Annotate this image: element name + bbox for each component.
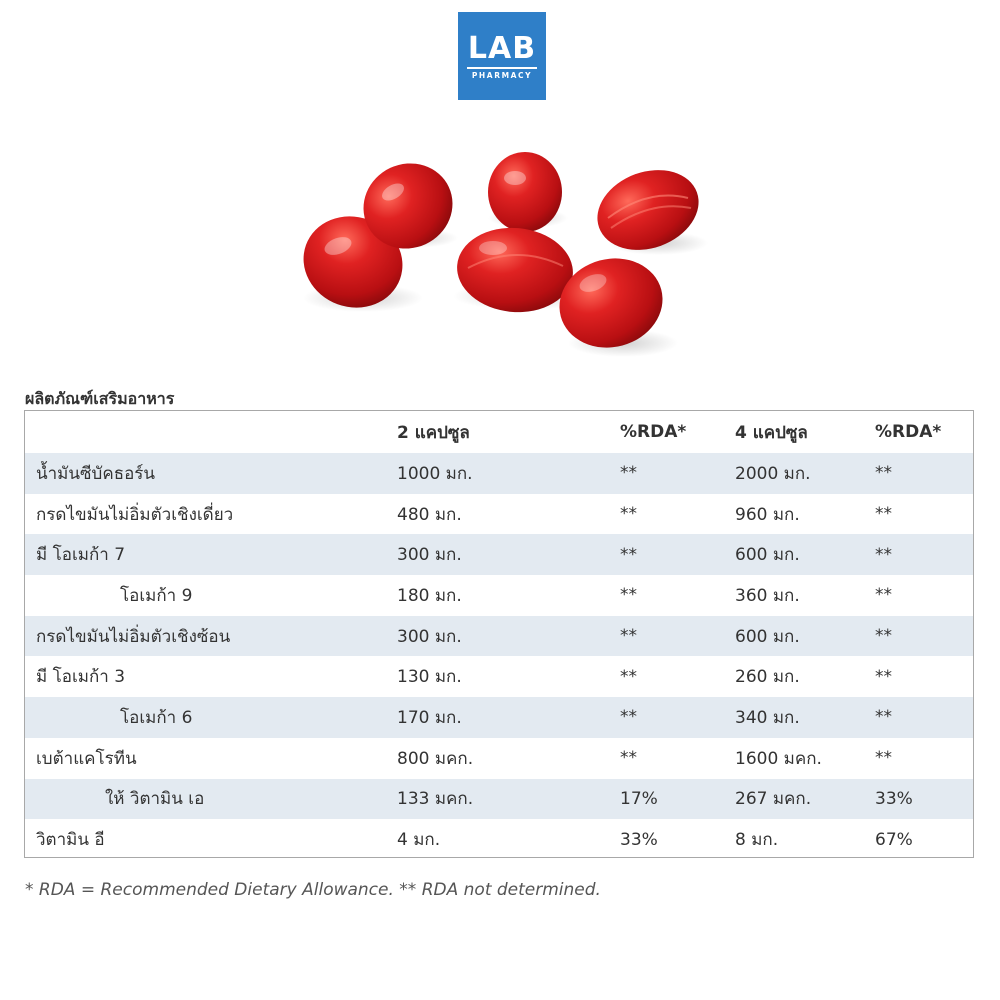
footnote: * RDA = Recommended Dietary Allowance. ** RDA not determined.	[25, 880, 601, 900]
nutrition-table	[24, 410, 974, 858]
rda-2-capsules: **	[620, 585, 637, 606]
logo-divider	[467, 67, 537, 69]
amount-2-capsules: 130 มก.	[397, 667, 462, 688]
rda-2-capsules: **	[620, 504, 637, 525]
amount-2-capsules: 170 มก.	[397, 697, 620, 738]
rda-4-capsules: **	[875, 748, 892, 769]
rda-2-capsules: **	[620, 534, 735, 575]
amount-4-capsules: 8 มก.	[735, 830, 779, 851]
nutrition-table-grid	[25, 411, 973, 860]
ingredient-name: โอเมก้า 9	[120, 585, 193, 606]
ingredient-name: มี โอเมก้า 3	[36, 667, 126, 688]
table-header-row	[25, 411, 973, 453]
amount-4-capsules: 960 มก.	[735, 504, 800, 525]
header-rda-2: %RDA*	[620, 422, 687, 442]
table-row	[25, 819, 973, 860]
capsules-image	[293, 148, 723, 368]
header-ingredient	[25, 411, 397, 453]
amount-2-capsules: 4 มก.	[397, 830, 441, 851]
rda-2-capsules: 17%	[620, 779, 735, 820]
ingredient-name: น้ำมันซีบัคธอร์น	[25, 453, 397, 494]
amount-4-capsules: 360 มก.	[735, 585, 800, 606]
logo-text-pharmacy: PHARMACY	[471, 71, 533, 80]
table-row	[25, 616, 973, 657]
amount-2-capsules: 800 มคก.	[397, 748, 474, 769]
amount-4-capsules: 340 มก.	[735, 697, 875, 738]
rda-2-capsules: **	[620, 697, 735, 738]
amount-2-capsules: 300 มก.	[397, 616, 620, 657]
rda-4-capsules: **	[875, 697, 973, 738]
table-row	[25, 494, 973, 535]
header-4-capsules: 4 แคปซูล	[735, 422, 808, 443]
rda-4-capsules: **	[875, 453, 973, 494]
amount-4-capsules: 267 มคก.	[735, 779, 875, 820]
amount-2-capsules: 480 มก.	[397, 504, 462, 525]
section-title: ผลิตภัณฑ์เสริมอาหาร	[25, 389, 175, 408]
table-row	[25, 779, 973, 820]
ingredient-name: วิตามิน อี	[36, 830, 105, 851]
table-row	[25, 697, 973, 738]
ingredient-name: ให้ วิตามิน เอ	[25, 779, 397, 820]
amount-2-capsules: 1000 มก.	[397, 453, 620, 494]
ingredient-name: กรดไขมันไม่อิ่มตัวเชิงเดี่ยว	[36, 504, 234, 525]
amount-2-capsules: 133 มคก.	[397, 779, 620, 820]
ingredient-name: มี โอเมก้า 7	[25, 534, 397, 575]
amount-2-capsules: 300 มก.	[397, 534, 620, 575]
rda-4-capsules: **	[875, 666, 892, 687]
table-row	[25, 575, 973, 616]
table-row	[25, 656, 973, 697]
rda-4-capsules: **	[875, 616, 973, 657]
table-row	[25, 738, 973, 779]
rda-2-capsules: **	[620, 616, 735, 657]
rda-4-capsules: **	[875, 534, 973, 575]
amount-2-capsules: 180 มก.	[397, 585, 462, 606]
amount-4-capsules: 260 มก.	[735, 667, 800, 688]
rda-2-capsules: **	[620, 453, 735, 494]
rda-2-capsules: **	[620, 666, 637, 687]
ingredient-name: โอเมก้า 6	[25, 697, 397, 738]
header-rda-4: %RDA*	[875, 422, 942, 442]
rda-4-capsules: 67%	[875, 829, 913, 850]
amount-4-capsules: 600 มก.	[735, 534, 875, 575]
rda-4-capsules: **	[875, 585, 892, 606]
rda-2-capsules: 33%	[620, 829, 658, 850]
ingredient-name: เบต้าแคโรทีน	[36, 748, 137, 769]
table-row	[25, 534, 973, 575]
rda-4-capsules: **	[875, 504, 892, 525]
amount-4-capsules: 600 มก.	[735, 616, 875, 657]
header-2-capsules: 2 แคปซูล	[397, 422, 470, 443]
ingredient-name: กรดไขมันไม่อิ่มตัวเชิงซ้อน	[25, 616, 397, 657]
table-row	[25, 453, 973, 494]
logo-text-lab: LAB	[467, 31, 537, 66]
rda-4-capsules: 33%	[875, 779, 973, 820]
amount-4-capsules: 2000 มก.	[735, 453, 875, 494]
rda-2-capsules: **	[620, 748, 637, 769]
lab-pharmacy-logo	[458, 12, 546, 100]
amount-4-capsules: 1600 มคก.	[735, 748, 822, 769]
